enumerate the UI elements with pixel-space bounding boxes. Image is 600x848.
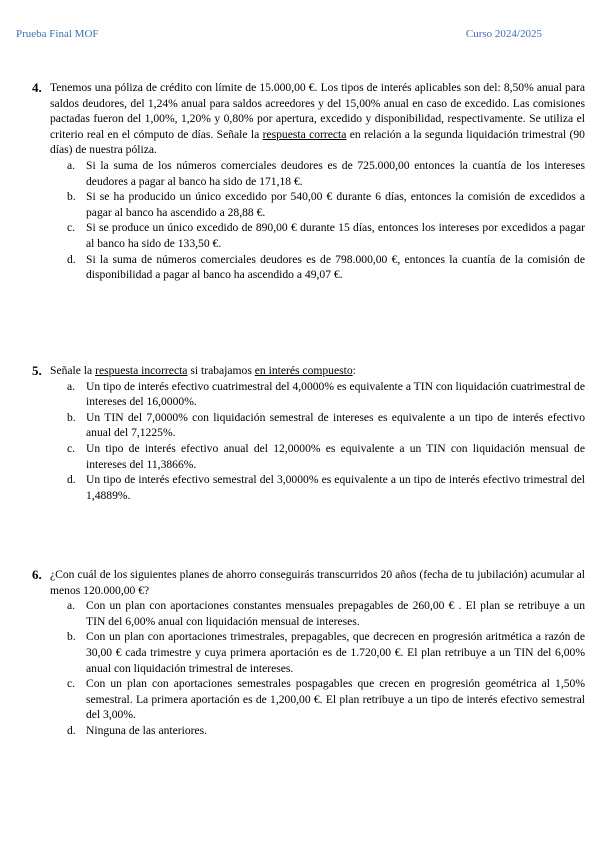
question-number: 4. bbox=[32, 80, 42, 95]
question-stem: Señale la respuesta incorrecta si trabajamos en interés compuesto: bbox=[50, 364, 356, 377]
option-c[interactable]: c. Si se produce un único excedido de 890,00 € durante 15 días, entonces los intereses por excedidos a pagar al banco ha sido de 133,50 €. bbox=[67, 221, 585, 250]
option-b[interactable]: b. Si se ha producido un único excedido por 540,00 € durante 6 días, entonces la comisión de excedidos a pagar al banco ha ascendido a 28,88 €. bbox=[67, 190, 585, 219]
option-c[interactable]: c. Un tipo de interés efectivo anual del 12,0000% es equivalente a un TIN con liquidación mensual de intereses del 11,3866%. bbox=[67, 441, 585, 471]
option-d[interactable]: d. Ninguna de las anteriores. bbox=[67, 723, 208, 737]
option-a[interactable]: a. Un tipo de interés efectivo cuatrimestral del 4,0000% es equivalente a TIN con liquidación cuatrimestral de intereses del 16,0000%. bbox=[67, 379, 585, 409]
option-c[interactable]: c. Con un plan con aportaciones semestrales pospagables que crecen en progresión geométrica al 1,50% semestral. La primera aportación es de 1,200,00 €. El plan retribuye a un tipo de interés efectivo semestral del 3,00%. bbox=[67, 677, 585, 722]
option-d[interactable]: d. Un tipo de interés efectivo semestral del 3,0000% es equivalente a un tipo de interés efectivo trimestral del 1,4889%. bbox=[67, 473, 585, 502]
header-course-title: Prueba Final MOF bbox=[16, 28, 99, 40]
question-6 bbox=[32, 567, 585, 739]
question-number: 6. bbox=[32, 567, 42, 582]
question-number: 5. bbox=[32, 363, 42, 378]
page-header bbox=[16, 28, 542, 40]
header-academic-year: Curso 2024/2025 bbox=[465, 28, 542, 40]
question-4 bbox=[32, 80, 585, 283]
question-stem: Tenemos una póliza de crédito con límite de 15.000,00 €. Los tipos de interés aplicables son del: 8,50% anual para saldos deudores, del 1,24% anual para saldos acreedores y del 15,00% anual en caso de excedido. Las comisiones pactadas fueron del 1,00%, 1,20% y 0,80% por apertura, excedido y disponibilidad, respectivamente. Se utiliza el criterio real en el cómputo de días. Señale la respuesta correcta en relación a la segunda liquidación trimestral (90 días) de nuestra póliza. bbox=[50, 81, 585, 157]
underlined-emphasis: en interés compuesto bbox=[254, 364, 353, 377]
question-stem: ¿Con cuál de los siguientes planes de ahorro conseguirás transcurridos 20 años (fecha de tu jubilación) acumular al menos 120.000,00 €? bbox=[50, 568, 585, 597]
option-a[interactable]: a. Con un plan con aportaciones constantes mensuales prepagables de 260,00 € . El plan se retribuye a un TIN del 6,00% anual con liquidación mensual de intereses. bbox=[67, 599, 585, 628]
option-b[interactable]: b. Un TIN del 7,0000% con liquidación semestral de intereses es equivalente a un tipo de interés efectivo anual del 7,1225%. bbox=[67, 410, 585, 440]
answer-options bbox=[32, 598, 585, 738]
option-b[interactable]: b. Con un plan con aportaciones trimestrales, prepagables, que decrecen en progresión aritmética a razón de 30,00 € cada trimestre y cuya primera aportación es de 1.720,00 €. El plan retribuye a un TIN del 6,00% anual con liquidación trimestral de intereses. bbox=[67, 630, 585, 675]
answer-options bbox=[32, 158, 585, 283]
underlined-emphasis: respuesta incorrecta bbox=[95, 364, 188, 377]
question-5 bbox=[32, 363, 585, 503]
option-d[interactable]: d. Si la suma de números comerciales deudores es de 798.000,00 €, entonces la cuantía de la comisión de disponibilidad a pagar al banco ha ascendido a 49,07 €. bbox=[67, 252, 585, 282]
underlined-emphasis: respuesta correcta bbox=[262, 127, 347, 141]
option-a[interactable]: a. Si la suma de los números comerciales deudores es de 725.000,00 entonces la cuantía de los intereses deudores a pagar al banco ha sido de 171,18 €. bbox=[67, 158, 585, 188]
answer-options bbox=[32, 379, 585, 504]
